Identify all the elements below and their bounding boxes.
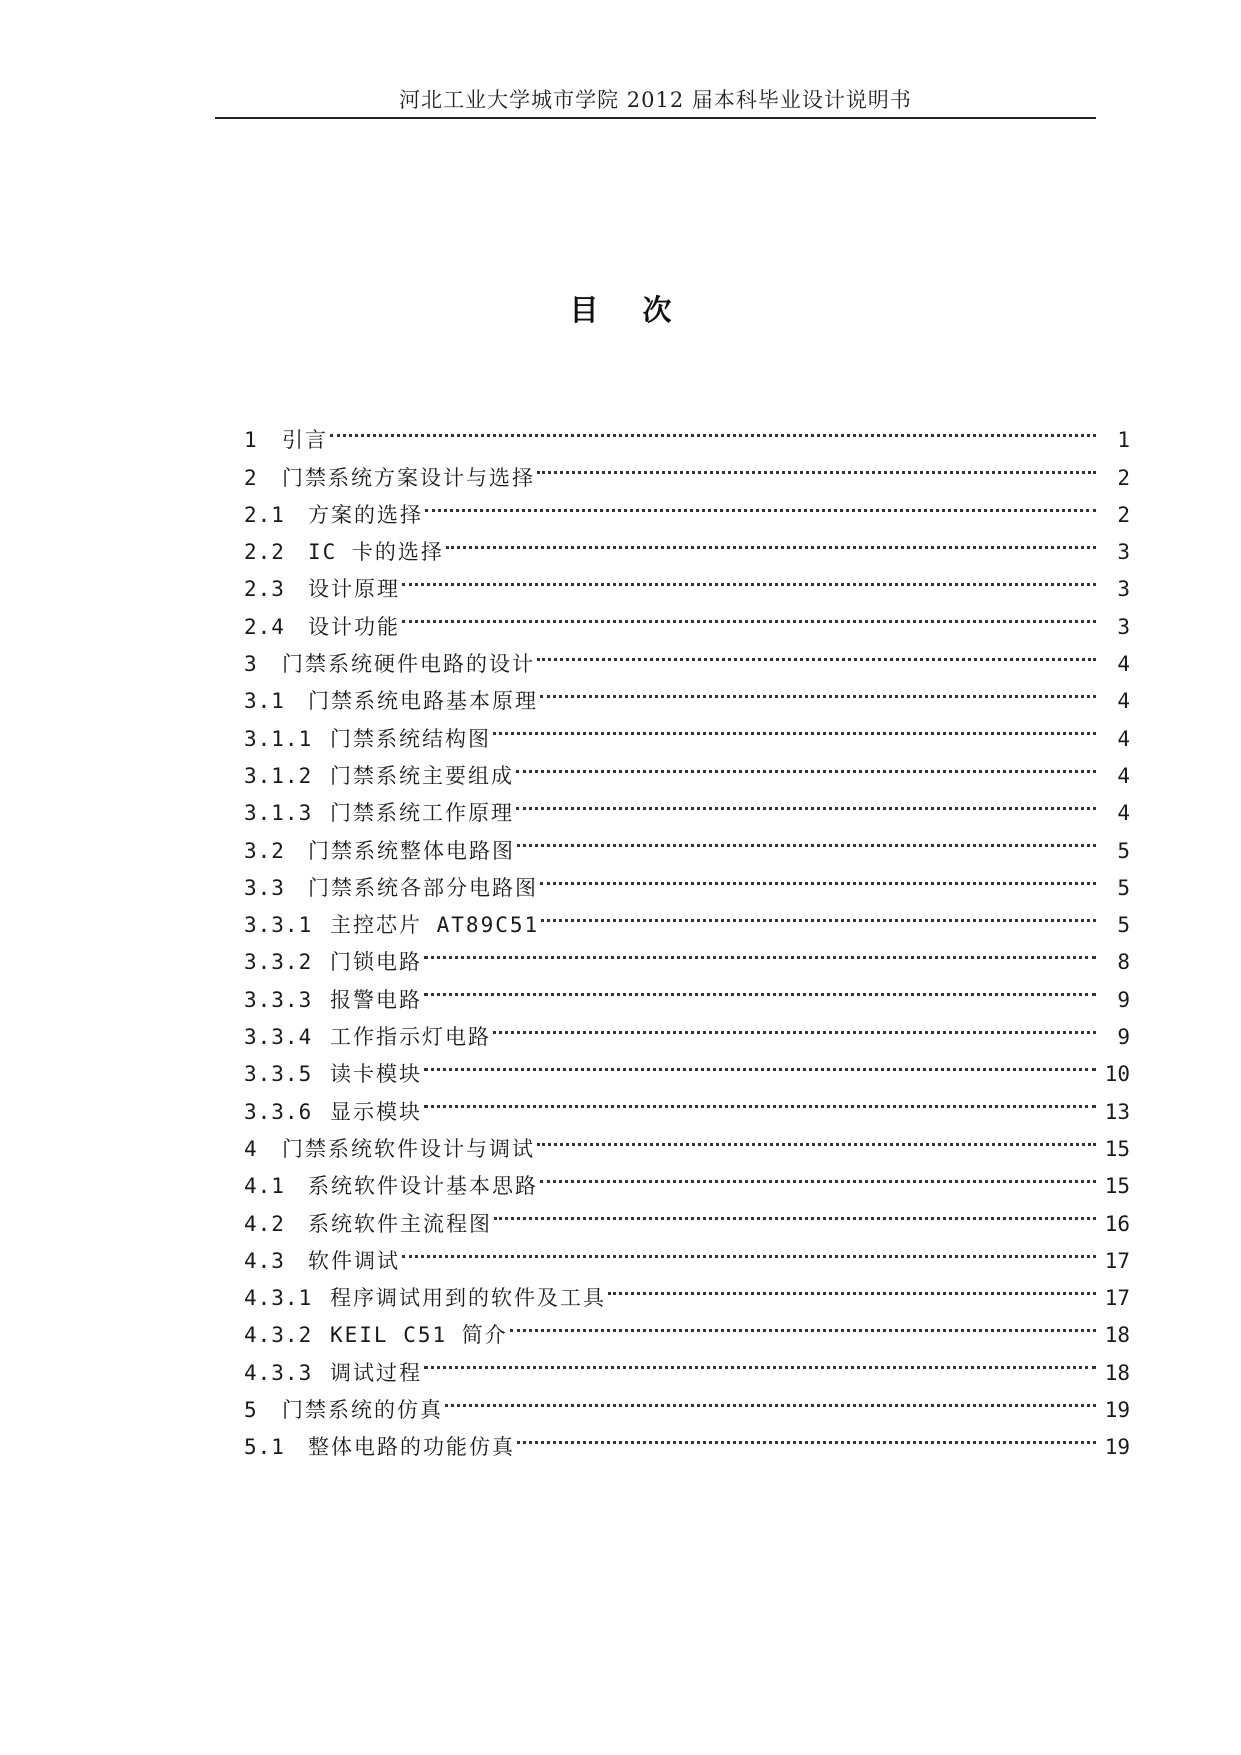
toc-dot-leader — [516, 746, 1096, 783]
toc-entry-number: 3.3.2 — [244, 950, 313, 975]
toc-entry-title: 门禁系统主要组成 — [330, 763, 514, 788]
toc-entry-number: 3.1.2 — [244, 763, 313, 788]
toc-entry-page: 4 — [1117, 689, 1130, 714]
toc-entry-number: 2.4 — [244, 614, 285, 639]
toc-entry-number: 4.3.3 — [244, 1360, 313, 1385]
toc-entry-title: 门禁系统各部分电路图 — [308, 875, 538, 900]
toc-entry-page: 3 — [1117, 577, 1130, 602]
toc-entry-title: 门禁系统的仿真 — [282, 1398, 443, 1423]
toc-entry-title: 门禁系统硬件电路的设计 — [282, 652, 535, 677]
toc-dot-leader — [540, 858, 1096, 895]
toc-dot-leader — [445, 1380, 1096, 1417]
toc-entry-page: 2 — [1117, 502, 1130, 527]
toc-entry-page: 13 — [1104, 1099, 1130, 1124]
toc-entry-number: 1 — [244, 428, 258, 453]
toc-dot-leader — [540, 1156, 1096, 1193]
toc-entry-title: 门禁系统结构图 — [330, 726, 491, 751]
toc-entry-title: 程序调试用到的软件及工具 — [330, 1286, 606, 1311]
toc-dot-leader — [510, 1305, 1096, 1342]
toc-entry-page: 2 — [1117, 465, 1130, 490]
toc-entry-page: 9 — [1117, 1025, 1130, 1050]
toc-entry-title: 主控芯片 AT89C51 — [330, 913, 540, 938]
toc-entry-number: 2.2 — [244, 540, 285, 565]
toc-dot-leader — [425, 485, 1096, 522]
toc-dot-leader — [517, 820, 1096, 857]
toc-entry-number: 4.2 — [244, 1211, 285, 1236]
toc-entry-page: 18 — [1104, 1360, 1130, 1385]
toc-entry-title: 门锁电路 — [330, 950, 422, 975]
toc-dot-leader — [446, 522, 1096, 559]
toc-entry-number: 3.2 — [244, 838, 285, 863]
toc-entry-title: 门禁系统电路基本原理 — [308, 689, 538, 714]
table-of-contents — [244, 410, 1130, 1460]
toc-entry-page: 9 — [1117, 987, 1130, 1012]
toc-entry-page: 4 — [1117, 801, 1130, 826]
toc-entry-title: 报警电路 — [330, 987, 422, 1012]
toc-entry-page: 8 — [1117, 950, 1130, 975]
toc-entry-title: 系统软件设计基本思路 — [308, 1174, 538, 1199]
toc-entry[interactable] — [244, 447, 1130, 490]
toc-dot-leader — [540, 671, 1096, 708]
toc-dot-leader — [424, 969, 1096, 1006]
toc-entry-number: 3.1.1 — [244, 726, 313, 751]
toc-entry-number: 3.3.4 — [244, 1025, 313, 1050]
toc-entry-number: 2.3 — [244, 577, 285, 602]
toc-dot-leader — [608, 1268, 1096, 1305]
toc-entry-title: 读卡模块 — [330, 1062, 422, 1087]
toc-dot-leader — [424, 1342, 1096, 1379]
toc-entry-number: 4 — [244, 1136, 258, 1161]
toc-entry-title: 设计功能 — [308, 614, 400, 639]
toc-entry-page: 3 — [1117, 540, 1130, 565]
toc-entry-page: 17 — [1104, 1248, 1130, 1273]
toc-dot-leader — [424, 932, 1096, 969]
toc-entry-number: 3.3 — [244, 875, 285, 900]
toc-entry-number: 3.3.6 — [244, 1099, 313, 1124]
toc-entry-title: KEIL C51 简介 — [330, 1323, 508, 1348]
toc-dot-leader — [494, 1193, 1096, 1230]
toc-dot-leader — [541, 895, 1096, 932]
running-header: 河北工业大学城市学院 2012 届本科毕业设计说明书 — [399, 88, 912, 112]
page-title: 目次 — [569, 293, 716, 327]
toc-entry-title: 引言 — [282, 428, 328, 453]
toc-dot-leader — [330, 410, 1096, 447]
toc-entry-number: 5 — [244, 1398, 258, 1423]
toc-entry-page: 16 — [1104, 1211, 1130, 1236]
toc-entry-number: 4.3 — [244, 1248, 285, 1273]
toc-entry-title: 系统软件主流程图 — [308, 1211, 492, 1236]
toc-entry-number: 3.3.5 — [244, 1062, 313, 1087]
toc-dot-leader — [493, 708, 1096, 745]
toc-entry-number: 3 — [244, 652, 258, 677]
toc-entry-page: 19 — [1104, 1435, 1130, 1460]
toc-entry-number: 2 — [244, 465, 258, 490]
toc-entry-page: 5 — [1117, 913, 1130, 938]
toc-entry-number: 4.1 — [244, 1174, 285, 1199]
toc-entry-title: 整体电路的功能仿真 — [308, 1435, 515, 1460]
toc-entry-title: 调试过程 — [330, 1360, 422, 1385]
toc-entry-page: 10 — [1104, 1062, 1130, 1087]
toc-dot-leader — [402, 1231, 1096, 1268]
toc-entry-page: 18 — [1104, 1323, 1130, 1348]
toc-dot-leader — [537, 1119, 1096, 1156]
toc-entry-number: 4.3.2 — [244, 1323, 313, 1348]
toc-entry-page: 15 — [1104, 1174, 1130, 1199]
toc-entry-page: 4 — [1117, 726, 1130, 751]
toc-entry-title: IC 卡的选择 — [308, 540, 444, 565]
toc-entry-number: 3.1.3 — [244, 801, 313, 826]
toc-dot-leader — [537, 634, 1096, 671]
toc-entry-title: 门禁系统方案设计与选择 — [282, 465, 535, 490]
toc-entry-page: 19 — [1104, 1398, 1130, 1423]
toc-entry-title: 门禁系统软件设计与调试 — [282, 1136, 535, 1161]
toc-entry-page: 4 — [1117, 763, 1130, 788]
toc-entry-title: 门禁系统工作原理 — [330, 801, 514, 826]
toc-entry-title: 软件调试 — [308, 1248, 400, 1273]
toc-entry-title: 工作指示灯电路 — [330, 1025, 491, 1050]
toc-entry-number: 3.3.3 — [244, 987, 313, 1012]
toc-entry-page: 1 — [1117, 428, 1130, 453]
toc-dot-leader — [517, 1417, 1096, 1454]
toc-entry-page: 4 — [1117, 652, 1130, 677]
toc-entry-number: 5.1 — [244, 1435, 285, 1460]
header-rule — [215, 117, 1096, 119]
toc-dot-leader — [537, 447, 1096, 484]
toc-entry-page: 5 — [1117, 875, 1130, 900]
toc-entry-title: 设计原理 — [308, 577, 400, 602]
toc-dot-leader — [493, 1007, 1096, 1044]
toc-entry-page: 3 — [1117, 614, 1130, 639]
toc-entry-number: 2.1 — [244, 502, 285, 527]
toc-entry-page: 15 — [1104, 1136, 1130, 1161]
toc-entry[interactable] — [244, 410, 1130, 453]
toc-entry-number: 3.1 — [244, 689, 285, 714]
toc-entry-page: 17 — [1104, 1286, 1130, 1311]
toc-entry-page: 5 — [1117, 838, 1130, 863]
toc-dot-leader — [516, 783, 1096, 820]
toc-entry-title: 显示模块 — [330, 1099, 422, 1124]
toc-entry-number: 3.3.1 — [244, 913, 313, 938]
toc-dot-leader — [402, 596, 1096, 633]
toc-dot-leader — [424, 1044, 1096, 1081]
toc-dot-leader — [402, 559, 1096, 596]
toc-entry-number: 4.3.1 — [244, 1286, 313, 1311]
toc-entry-title: 方案的选择 — [308, 502, 423, 527]
toc-entry-title: 门禁系统整体电路图 — [308, 838, 515, 863]
toc-dot-leader — [424, 1081, 1096, 1118]
